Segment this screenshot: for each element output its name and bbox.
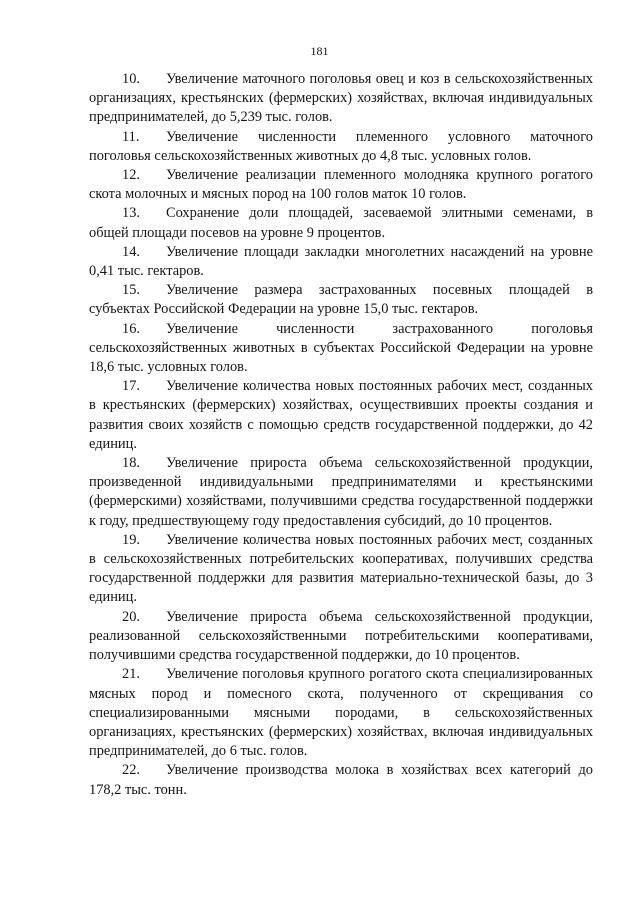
list-item (89, 761, 593, 799)
list-item (89, 128, 593, 166)
item-text: Увеличение количества новых постоянных рабочих мест, созданных в крестьянских (фермерских) хозяйствах, осуществивших проекты создания и развития своих хозяйств с помощью средств государственной поддержки, до 42 единиц. (89, 378, 593, 452)
item-number: 17. (122, 378, 140, 395)
list-item (89, 454, 593, 531)
page-number: 181 (310, 44, 329, 58)
item-number: 22. (122, 762, 140, 779)
list-item (89, 665, 593, 761)
list-item (89, 243, 593, 281)
item-text: Увеличение численности племенного условного маточного поголовья сельскохозяйственных животных до 4,8 тыс. условных голов. (89, 128, 593, 164)
item-number: 10. (122, 71, 140, 87)
item-text: Увеличение прироста объема сельскохозяйственной продукции, произведенной индивидуальными предпринимателями и крестьянскими (фермерскими) хозяйствами, получившими средства государственной поддержки к году, предшествующему году предоставления субсидий, до 10 процентов. (89, 455, 593, 529)
item-text: Увеличение площади закладки многолетних насаждений на уровне 0,41 тыс. гектаров. (89, 243, 593, 280)
list-item (89, 320, 593, 378)
item-number: 14. (122, 243, 140, 260)
item-text: Увеличение размера застрахованных посевных площадей в субъектах Российской Федерации на уровне 15,0 тыс. гектаров. (89, 282, 593, 318)
item-number: 18. (122, 455, 140, 472)
item-number: 21. (122, 666, 140, 683)
item-text: Увеличение поголовья крупного рогатого скота специализированных мясных пород и помесного скота, полученного от скрещивания со специализированными мясными породами, в сельскохозяйственных организациях, крестьянских (фермерских) хозяйствах, включая индивидуальных предпринимателей, до 6 тыс. голов. (89, 666, 593, 760)
item-number: 15. (122, 282, 140, 299)
item-text: Увеличение численности застрахованного поголовья сельскохозяйственных животных в субъектах Российской Федерации на уровне 18,6 тыс. условных голов. (89, 320, 593, 376)
item-number: 12. (122, 167, 140, 184)
list-item (89, 608, 593, 666)
item-text: Увеличение реализации племенного молодняка крупного рогатого скота молочных и мясных пород на 100 голов маток 10 голов. (89, 167, 593, 203)
item-text: Увеличение маточного поголовья овец и коз в сельскохозяйственных организациях, крестьянских (фермерских) хозяйствах, включая индивидуальных предпринимателей, до 5,239 тыс. голов. (89, 71, 593, 126)
list-item (89, 531, 593, 608)
list-item (89, 377, 593, 454)
item-text: Увеличение прироста объема сельскохозяйственной продукции, реализованной сельскохозяйственными потребительскими кооперативами, получившими средства государственной поддержки, до 10 процентов. (89, 608, 593, 664)
item-number: 11. (122, 128, 140, 145)
item-number: 13. (122, 205, 140, 222)
item-number: 16. (122, 320, 140, 337)
item-number: 20. (122, 608, 140, 625)
list-item (89, 166, 593, 204)
item-text: Увеличение количества новых постоянных рабочих мест, созданных в сельскохозяйственных потребительских кооперативах, получивших средства государственной поддержки для развития материально-технической базы, до 3 единиц. (89, 531, 593, 606)
document-body (89, 70, 593, 800)
item-number: 19. (122, 531, 140, 548)
list-item (89, 281, 593, 319)
list-item (89, 70, 593, 128)
item-text: Увеличение производства молока в хозяйствах всех категорий до 178,2 тыс. тонн. (89, 762, 593, 798)
list-item (89, 204, 593, 242)
item-text: Сохранение доли площадей, засеваемой элитными семенами, в общей площади посевов на уровне 9 процентов. (89, 205, 593, 241)
